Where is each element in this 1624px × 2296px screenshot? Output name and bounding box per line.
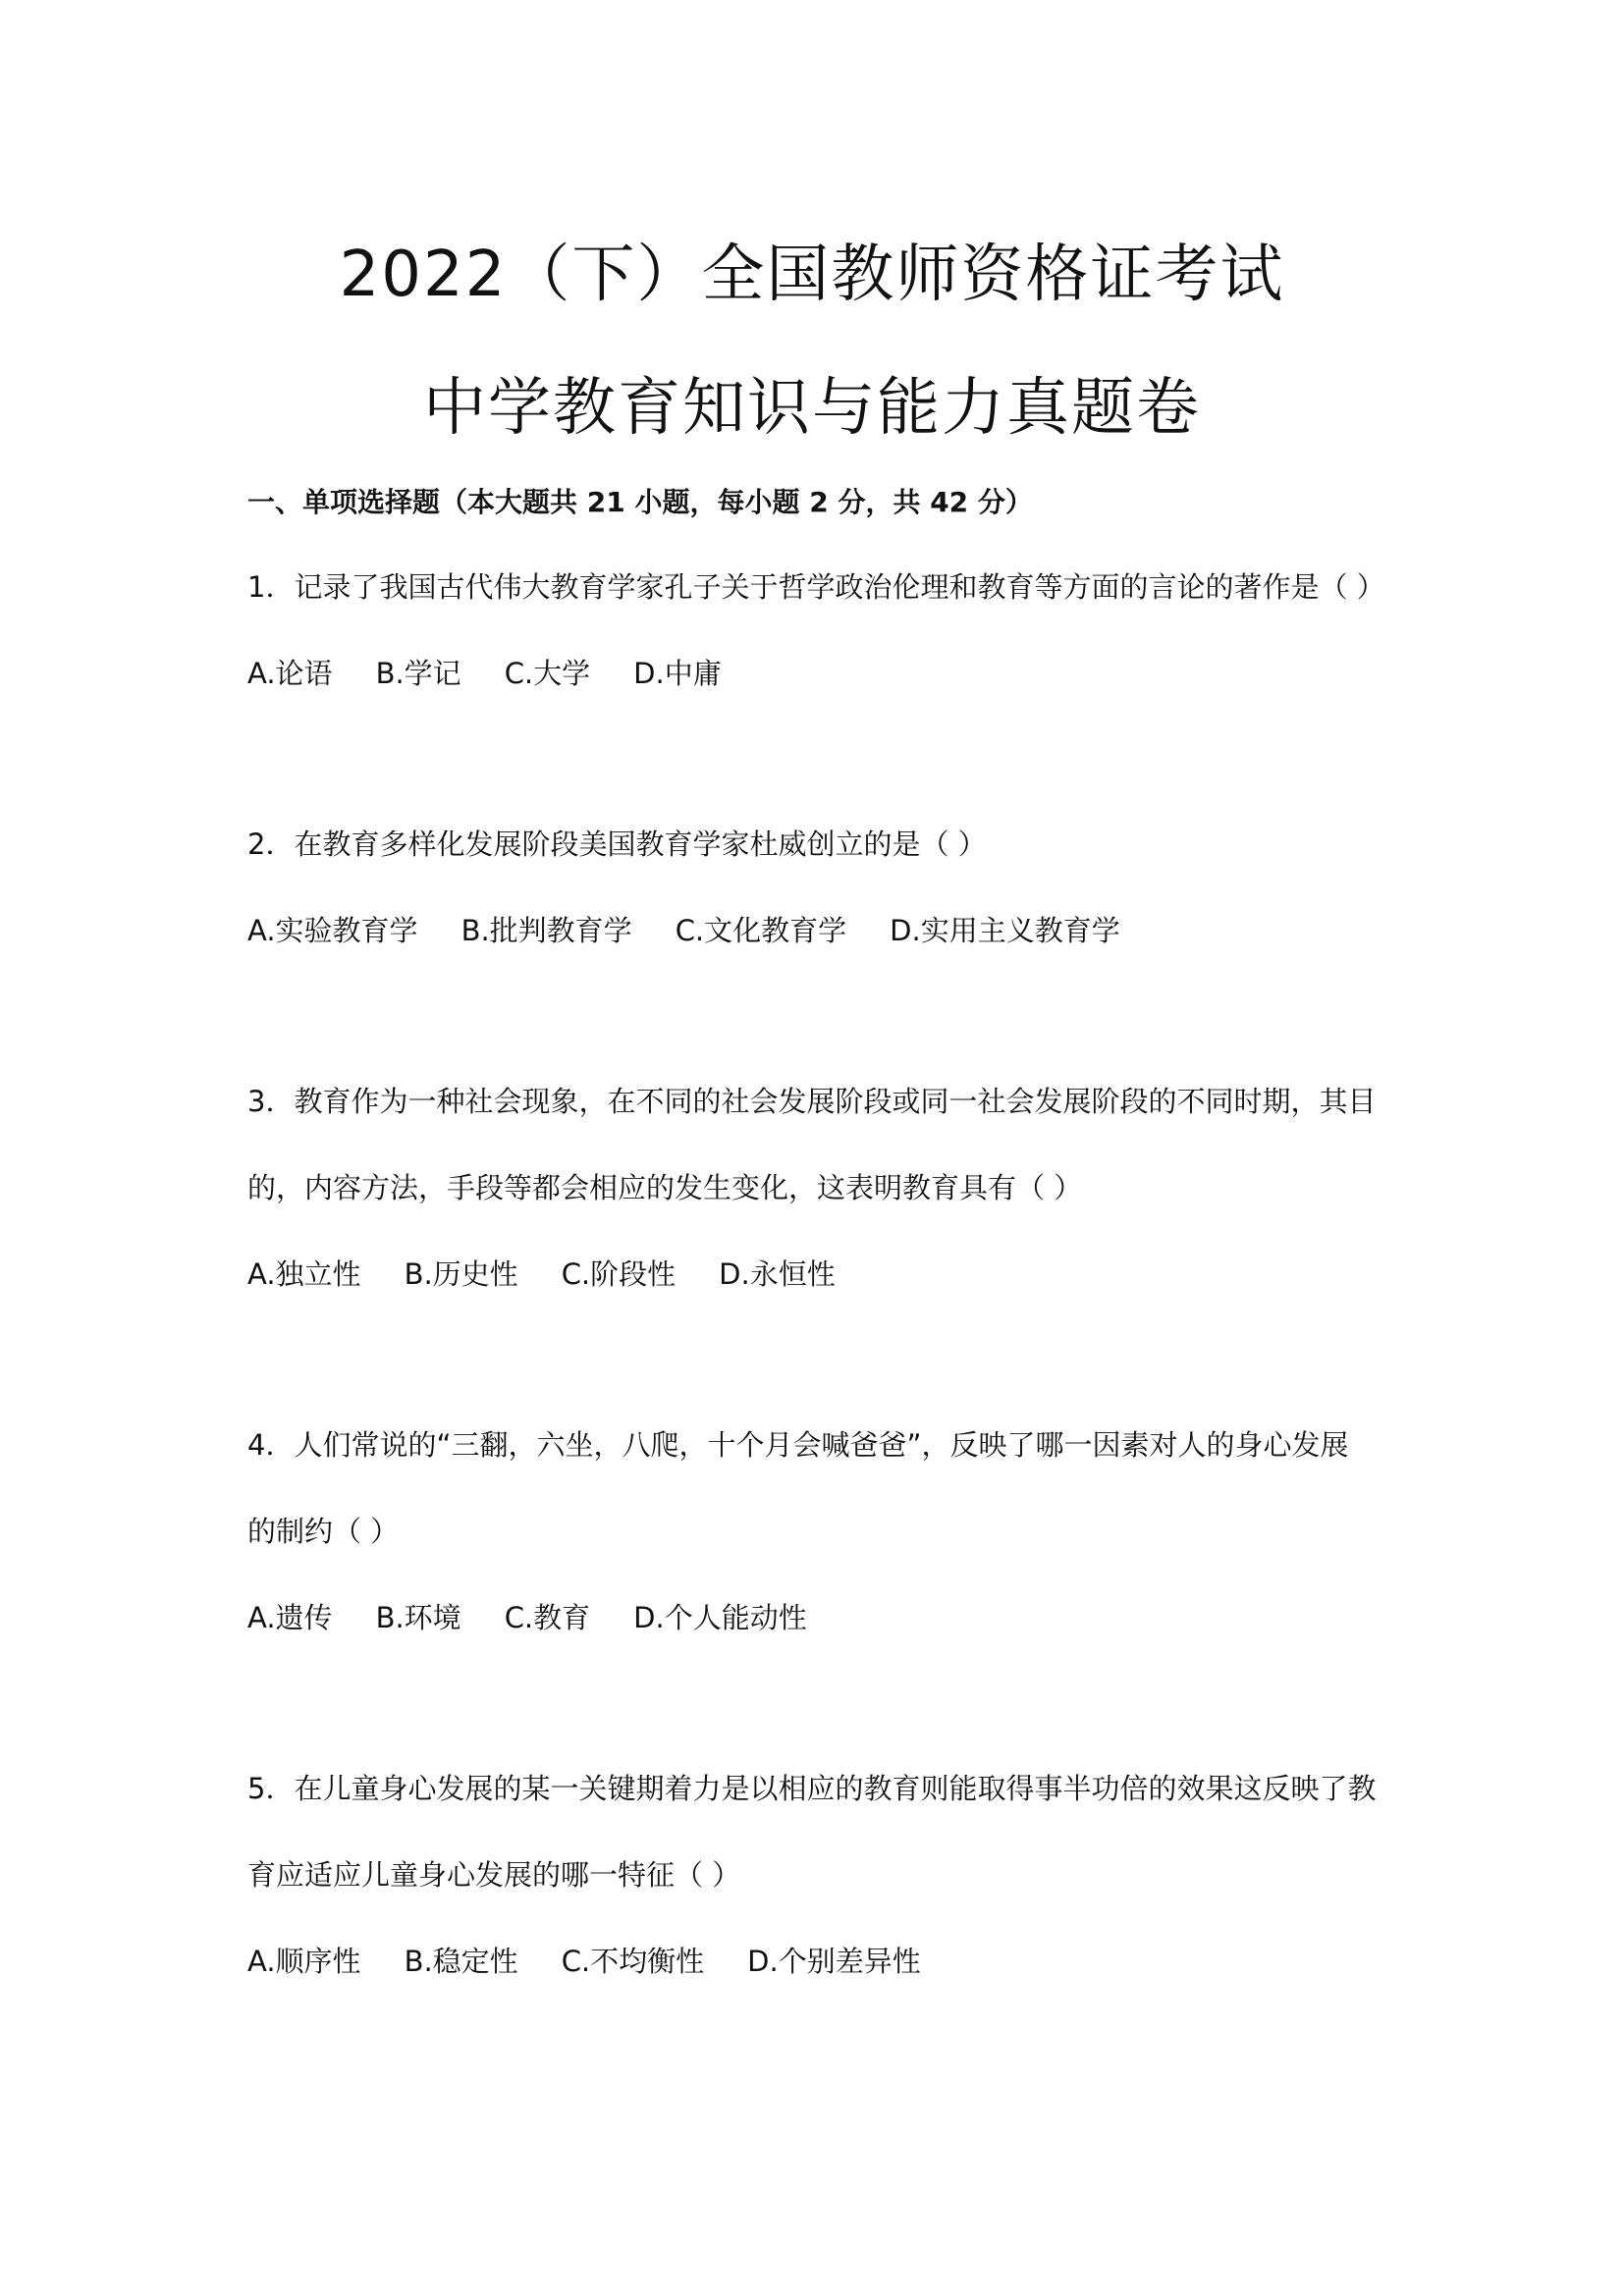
question-text: 2．在教育多样化发展阶段美国教育学家杜威创立的是（ ） — [247, 828, 987, 861]
question-text: 5．在儿童身心发展的某一关键期着力是以相应的教育则能取得事半功倍的效果这反映了教 — [247, 1772, 1377, 1805]
option-d: D.个人能动性 — [633, 1601, 807, 1634]
option-b: B.历史性 — [404, 1257, 518, 1291]
option-b: B.环境 — [375, 1601, 461, 1634]
question-options — [247, 909, 1164, 949]
option-d: D.实用主义教育学 — [890, 914, 1120, 947]
section-heading: 一、单项选择题（本大题共 21 小题，每小题 2 分，共 42 分） — [247, 486, 1033, 518]
question-text: 1．记录了我国古代伟大教育学家孔子关于哲学政治伦理和教育等方面的言论的著作是（ ） — [247, 570, 1385, 604]
option-a: A.实验教育学 — [247, 914, 418, 947]
question-text: 4．人们常说的“三翻，六坐，八爬，十个月会喊爸爸”，反映了哪一因素对人的身心发展 — [247, 1428, 1349, 1462]
option-c: C.教育 — [504, 1601, 591, 1634]
question-options — [247, 1596, 850, 1636]
option-b: B.学记 — [375, 657, 461, 690]
option-c: C.不均衡性 — [561, 1945, 705, 1978]
question-text-continued: 的制约（ ） — [247, 1515, 400, 1548]
option-c: C.阶段性 — [561, 1257, 677, 1291]
option-c: C.大学 — [504, 657, 591, 690]
question-text-continued: 的，内容方法，手段等都会相应的发生变化，这表明教育具有（ ） — [247, 1171, 1083, 1204]
question-options — [247, 1253, 879, 1293]
exam-title: 2022（下）全国教师资格证考试 — [339, 239, 1285, 311]
question-text-continued: 育应适应儿童身心发展的哪一特征（ ） — [247, 1858, 741, 1892]
option-d: D.个别差异性 — [747, 1945, 921, 1978]
option-a: A.遗传 — [247, 1601, 333, 1634]
option-b: B.稳定性 — [404, 1945, 518, 1978]
question-options — [247, 652, 765, 692]
option-c: C.文化教育学 — [675, 914, 847, 947]
option-a: A.独立性 — [247, 1257, 361, 1291]
option-d: D.中庸 — [633, 657, 722, 690]
option-a: A.论语 — [247, 657, 333, 690]
option-a: A.顺序性 — [247, 1945, 361, 1978]
option-b: B.批判教育学 — [460, 914, 632, 947]
option-d: D.永恒性 — [719, 1257, 836, 1291]
exam-subtitle: 中学教育知识与能力真题卷 — [423, 372, 1201, 445]
question-options — [247, 1940, 964, 1980]
question-text: 3．教育作为一种社会现象，在不同的社会发展阶段或同一社会发展阶段的不同时期，其目 — [247, 1085, 1377, 1118]
